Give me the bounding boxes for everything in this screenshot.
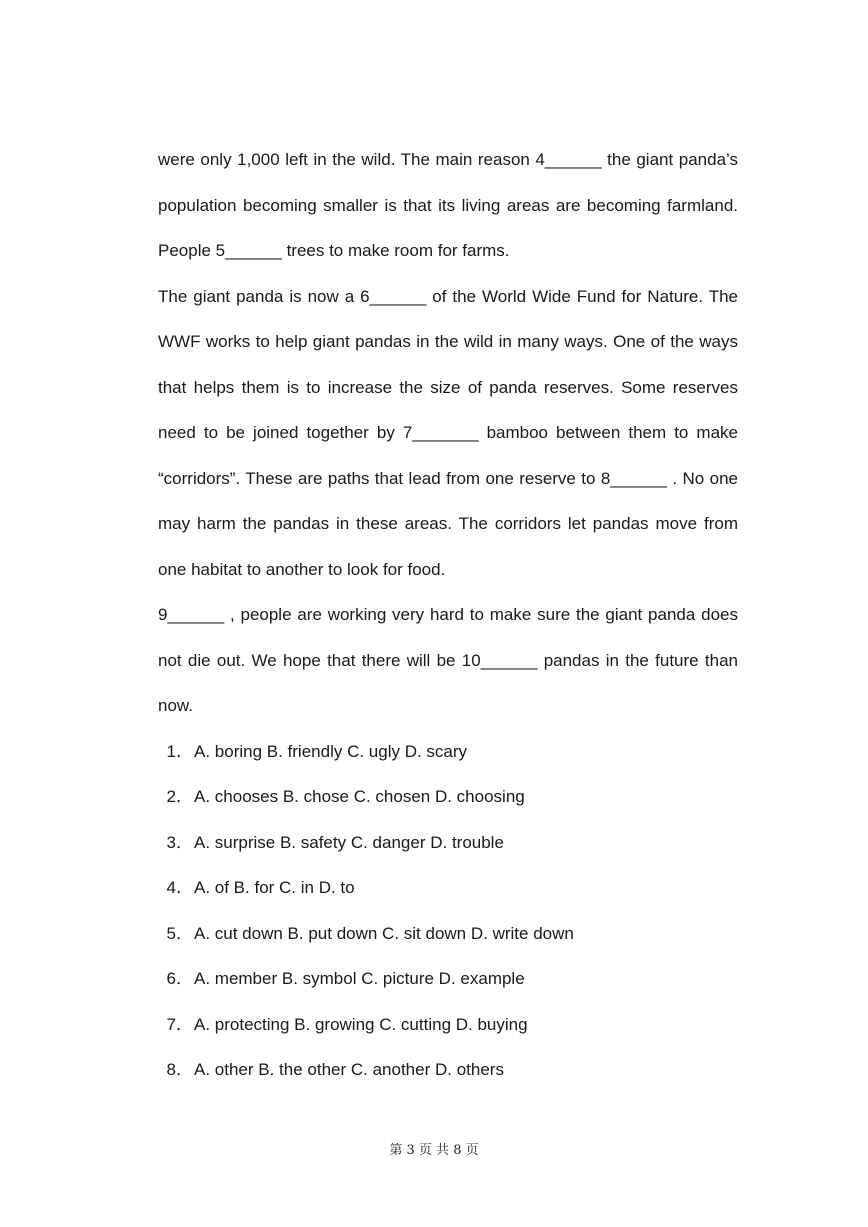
question-item-6: [158, 956, 738, 1002]
question-options-text: A. of B. for C. in D. to: [194, 878, 355, 897]
question-options-text: A. chooses B. chose C. chosen D. choosing: [194, 787, 525, 806]
question-number: 5．: [166, 923, 193, 943]
question-item-3: [158, 820, 738, 866]
question-number: 2．: [166, 787, 193, 806]
question-item-5: [158, 911, 738, 957]
question-item-2: [158, 774, 738, 820]
question-number: 1．: [166, 741, 193, 761]
question-options-text: A. cut down B. put down C. sit down D. write down: [194, 923, 574, 943]
question-options-list: [158, 729, 738, 1093]
question-options-text: A. surprise B. safety C. danger D. trouble: [194, 832, 504, 852]
question-item-1: [158, 729, 738, 775]
question-options-text: A. boring B. friendly C. ugly D. scary: [194, 741, 468, 761]
question-number: 8．: [166, 1060, 193, 1079]
passage-paragraph-2: The giant panda is now a 6______ of the World Wide Fund for Nature. The WWF works to help giant pandas in the wild in many ways. One of the ways that helps them is to increase the size of panda reserves. Some reserves need to be joined together by 7_______ bamboo between them to make “corridors”. These are paths that lead from one reserve to 8______ . No one may harm the pandas in these areas. The corridors let pandas move from one habitat to another to look for food.: [158, 286, 738, 579]
passage-paragraph-3: 9______ , people are working very hard to make sure the giant panda does not die out. We hope that there will be 10______ pandas in the future than now.: [158, 605, 738, 715]
question-options-text: A. member B. symbol C. picture D. example: [194, 969, 525, 988]
passage-content: [158, 137, 738, 1093]
question-options-text: A. other B. the other C. another D. others: [194, 1060, 504, 1079]
question-number: 3．: [166, 832, 193, 852]
passage-paragraph-1: were only 1,000 left in the wild. The main reason 4______ the giant panda’s population becoming smaller is that its living areas are becoming farmland. People 5______ trees to make room for farms.: [158, 150, 738, 260]
question-number: 7．: [166, 1014, 193, 1034]
question-item-8: [158, 1047, 738, 1093]
question-options-text: A. protecting B. growing C. cutting D. buying: [194, 1014, 528, 1034]
question-number: 6．: [166, 969, 193, 988]
question-number: 4．: [166, 878, 193, 897]
question-item-7: [158, 1002, 738, 1048]
question-item-4: [158, 865, 738, 911]
page-number-footer: 第 3 页 共 8 页: [389, 1143, 479, 1158]
